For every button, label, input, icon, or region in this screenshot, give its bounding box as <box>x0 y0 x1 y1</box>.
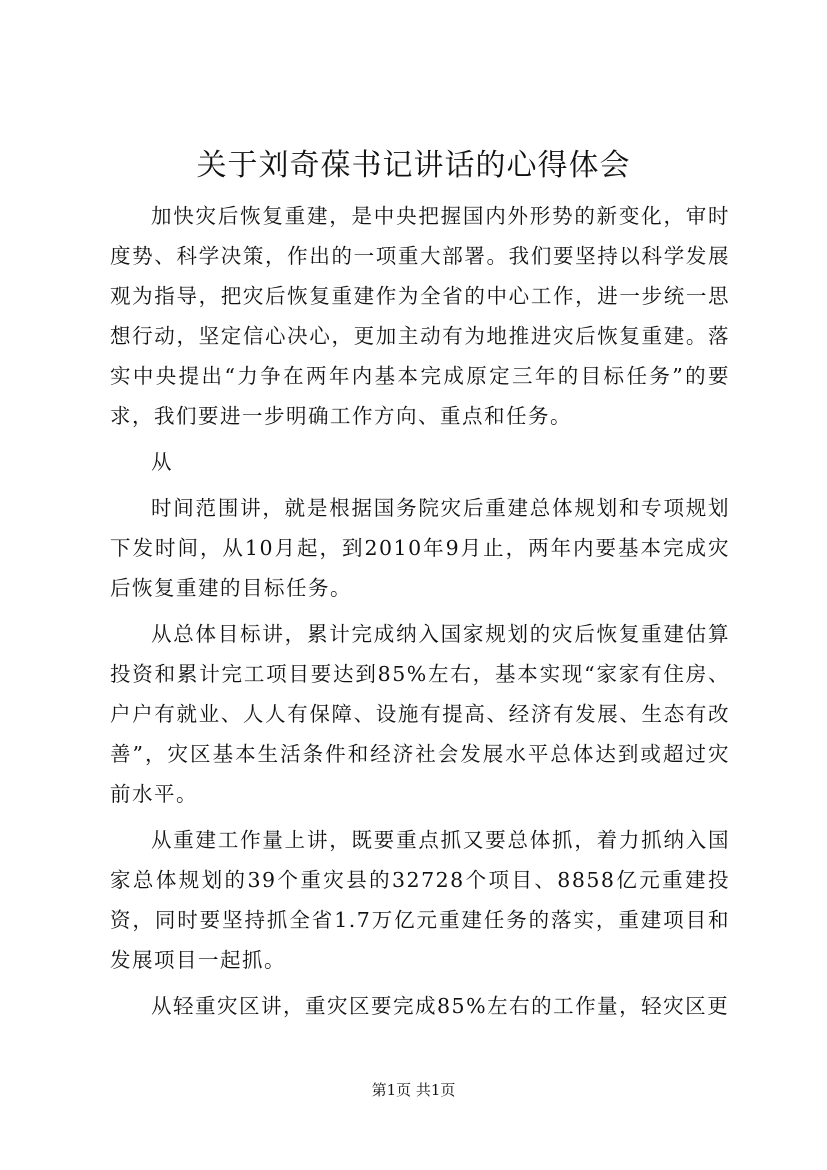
document-body <box>110 196 730 1032</box>
paragraph-from: 从 <box>151 450 173 474</box>
document-title: 关于刘奇葆书记讲话的心得体会 <box>196 148 631 183</box>
paragraph-disaster-areas: 从轻重灾区讲，重灾区要完成85%左右的工作量，轻灾区更 <box>151 994 730 1018</box>
paragraph-overall-goal: 从总体目标讲，累计完成纳入国家规划的灾后恢复重建估算投资和累计完工项目要达到85%左右，基本实现“家家有住房、户户有就业、人人有保障、设施有提高、经济有发展、生态有改善”，灾区基本生活条件和经济社会发展水平总体达到或超过灾前水平。 <box>110 622 730 806</box>
paragraph-time-range: 时间范围讲，就是根据国务院灾后重建总体规划和专项规划下发时间，从10月起，到2010年9月止，两年内要基本完成灾后恢复重建的目标任务。 <box>110 496 730 600</box>
paragraph-workload: 从重建工作量上讲，既要重点抓又要总体抓，着力抓纳入国家总体规划的39个重灾县的32728个项目、8858亿元重建投资，同时要坚持抓全省1.7万亿元重建任务的落实，重建项目和发展项目一起抓。 <box>110 828 730 972</box>
paragraph-intro: 加快灾后恢复重建，是中央把握国内外形势的新变化，审时度势、科学决策，作出的一项重大部署。我们要坚持以科学发展观为指导，把灾后恢复重建作为全省的中心工作，进一步统一思想行动，坚定信心决心，更加主动有为地推进灾后恢复重建。落实中央提出“力争在两年内基本完成原定三年的目标任务”的要求，我们要进一步明确工作方向、重点和任务。 <box>110 204 730 428</box>
page-footer: 第1页 共1页 <box>371 1081 456 1099</box>
